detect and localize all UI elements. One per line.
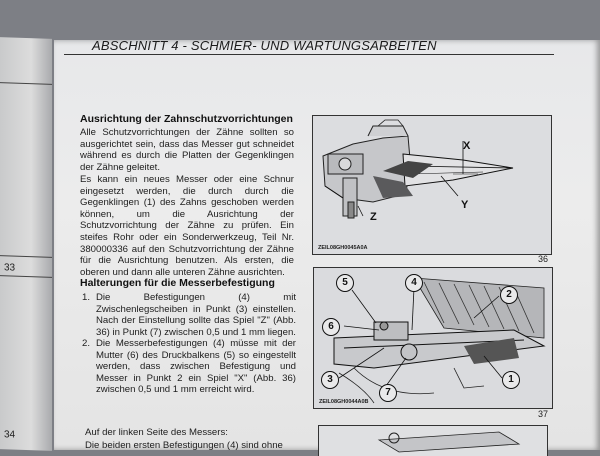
paragraph: Alle Schutzvorrichtungen der Zähne sollten so ausgerichtet sein, dass das Messer gut schneidet während es durch die Platten der Gegenklingen der Zähne geleitet. xyxy=(80,127,294,173)
list-item xyxy=(82,292,296,338)
figure-36-drawing xyxy=(313,116,551,254)
figure-number: 37 xyxy=(538,409,549,419)
figure-36 xyxy=(312,115,552,255)
list-text: Die Messerbefestigungen (4) müsse mit der Mutter (6) des Druckbalkens (5) so eingestellt werden, dass zwischen Befestigung und Messer in Punkt 2 ein Spiel "X" (Abb. 36) zwischen 0,5 und 1 mm erreicht wird. xyxy=(96,338,296,396)
list-text: Die Befestigungen (4) mit Zwischenlegscheiben in Punkt (3) einstellen. Nach der Einstellung sollte das Spiel "Z" (Abb. 36) in Punkt (7) zwischen 0,5 und 1 mm liegen. xyxy=(96,292,296,338)
callout-3: 3 xyxy=(321,371,339,389)
figure-code: ZEIL08GH0045A0A xyxy=(318,245,368,251)
heading-tooth-guard-alignment: Ausrichtung der Zahnschutzvorrichtungen xyxy=(80,113,293,125)
figure-code: ZEIL08GH0044A0B xyxy=(319,399,369,405)
heading-knife-holders: Halterungen für die Messerbefestigung xyxy=(80,277,275,289)
figure-37 xyxy=(313,267,553,409)
label-y: Y xyxy=(461,199,469,211)
header-rule xyxy=(64,54,554,55)
list-number: 1. xyxy=(82,292,91,303)
section-header: ABSCHNITT 4 - SCHMIER- UND WARTUNGSARBEITEN xyxy=(92,38,437,53)
callout-5: 5 xyxy=(336,274,354,292)
label-x: X xyxy=(463,140,471,152)
callout-4: 4 xyxy=(405,274,423,292)
left-page-edge xyxy=(0,37,52,451)
left-page-number: 33 xyxy=(4,262,16,274)
left-page-number: 34 xyxy=(4,429,16,441)
callout-7: 7 xyxy=(379,384,397,402)
label-z: Z xyxy=(370,211,377,223)
callout-1: 1 xyxy=(502,371,520,389)
list-item xyxy=(82,338,296,396)
callout-6: 6 xyxy=(322,318,340,336)
callout-2: 2 xyxy=(500,286,518,304)
divider xyxy=(0,275,52,278)
list-number: 2. xyxy=(82,338,91,349)
paragraph: Die beiden ersten Befestigungen (4) sind ohne xyxy=(85,440,283,451)
paragraph: Es kann ein neues Messer oder eine Schnur eingesetzt werden, die durch durch die Gegenklingen (1) des Zahns geschoben werden können, um die Ausrichtung der Schutzvorrichtung der Zähne zu prüfen. Ein steifes Rohr oder ein Sonderwerkzeug, Teil Nr. 380000336 auf den Schutzvorrichtung der Zähne für die Ausrichtung benutzen. Als ersten, die oberen und dann alle unteren Zähne ausrichten. xyxy=(80,174,294,278)
figure-number: 36 xyxy=(538,254,549,264)
paragraph: Auf der linken Seite des Messers: xyxy=(85,427,228,438)
figure-38-partial xyxy=(318,425,548,456)
figure-38-drawing xyxy=(319,426,547,456)
divider xyxy=(0,255,52,258)
divider xyxy=(0,82,52,85)
